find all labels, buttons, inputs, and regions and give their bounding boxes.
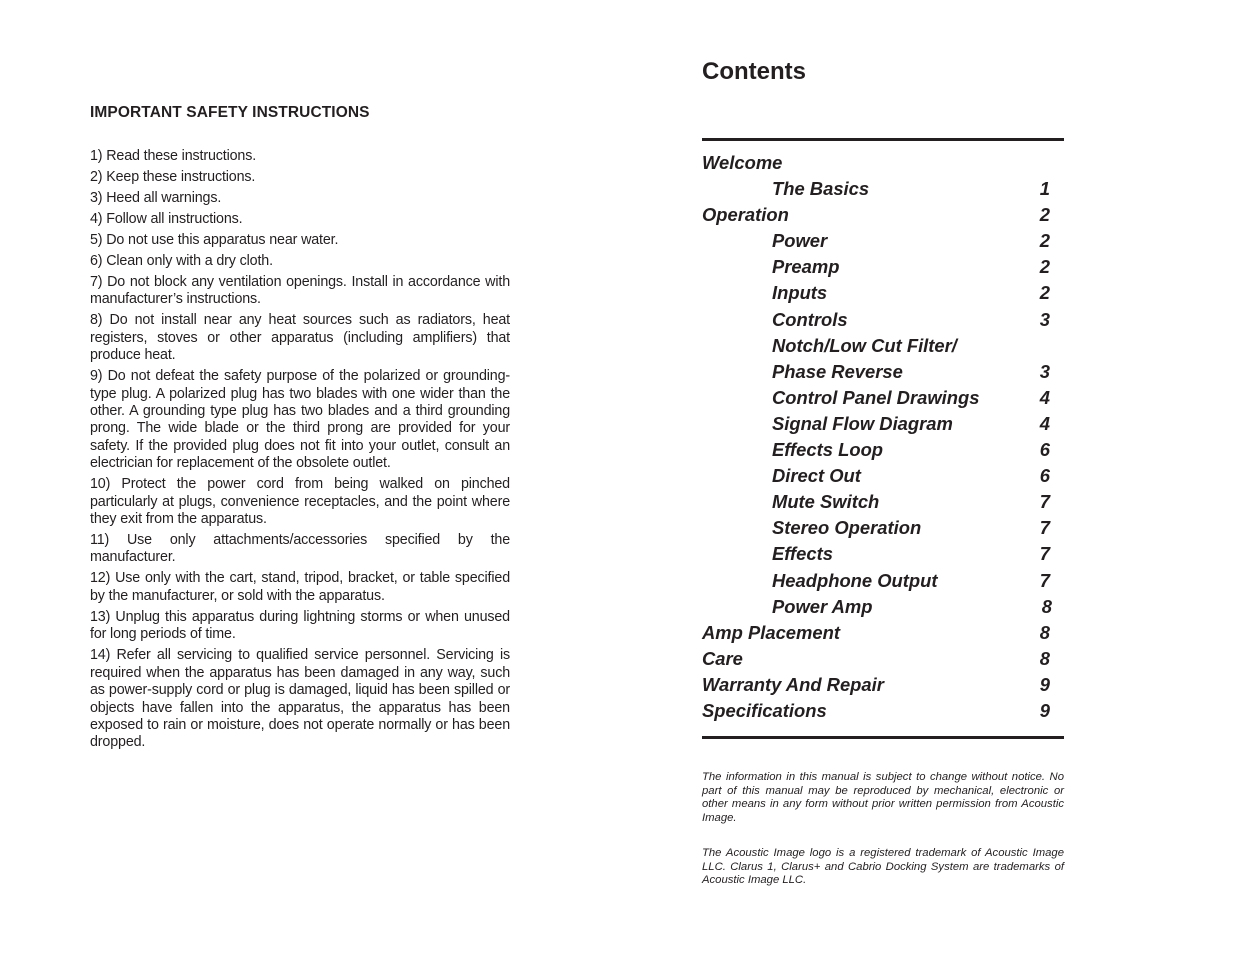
toc-label: Power Amp [772,595,873,617]
toc-entry [702,489,1064,515]
contents-title: Contents [702,58,806,85]
toc-page: 2 [1039,230,1050,252]
safety-item: 13) Unplug this apparatus during lightning storms or when unused for long periods of time. [90,608,510,643]
toc-label: Headphone Output [772,569,938,591]
table-of-contents [702,150,1064,724]
toc-entry [702,176,1064,202]
toc-entry [702,307,1064,333]
toc-label: Controls [772,308,848,330]
toc-entry [702,672,1064,698]
toc-label: Mute Switch [772,491,880,513]
toc-entry [702,620,1064,646]
toc-entry [702,385,1064,411]
toc-label: The Basics [772,178,870,200]
toc-page: 7 [1039,569,1050,591]
safety-title: IMPORTANT SAFETY INSTRUCTIONS [90,104,370,121]
change-notice: The information in this manual is subject to change without notice. No part of this manual may be reproduced by mechanical, electronic or other means in any form without prior written permission from Acoustic Image. [702,771,1064,824]
toc-entry [702,202,1064,228]
toc-entry [702,228,1064,254]
toc-entry [702,254,1064,280]
toc-label: Notch/Low Cut Filter/ [772,334,957,356]
contents-top-rule [702,138,1064,141]
safety-item: 7) Do not block any ventilation openings. Install in accordance with manufacturer’s instructions. [90,274,510,308]
toc-label: Specifications [702,699,827,721]
toc-label: Stereo Operation [772,517,922,539]
toc-page: 4 [1039,412,1050,434]
toc-page: 7 [1039,491,1050,513]
toc-page: 8 [1041,595,1052,617]
toc-page: 9 [1039,699,1050,721]
toc-label: Warranty And Repair [702,673,884,695]
toc-label: Signal Flow Diagram [772,412,953,434]
toc-page: 7 [1039,543,1050,565]
toc-entry [702,280,1064,306]
toc-label: Phase Reverse [772,360,903,382]
safety-item: 8) Do not install near any heat sources such as radiators, heat registers, stoves or other apparatus (including amplifiers) that produce heat. [90,312,510,364]
toc-page: 4 [1039,386,1050,408]
toc-entry [702,150,1064,176]
contents-page [702,0,1064,954]
safety-instructions [90,104,510,755]
safety-item: 2) Keep these instructions. [90,169,256,185]
toc-entry [702,359,1064,385]
toc-label: Welcome [702,152,783,173]
safety-item: 11) Use only attachments/accessories specified by the manufacturer. [90,532,510,566]
toc-page: 9 [1039,673,1050,695]
toc-label: Power [772,230,828,252]
toc-page: 7 [1039,517,1050,539]
toc-page: 8 [1039,647,1050,669]
toc-entry [702,594,1064,620]
toc-label: Control Panel Drawings [772,386,980,408]
toc-page: 2 [1039,256,1050,278]
trademark-notice: The Acoustic Image logo is a registered trademark of Acoustic Image LLC. Clarus 1, Clarus+ and Cabrio Docking System are trademarks of Acoustic Image LLC. [702,847,1064,887]
toc-entry [702,515,1064,541]
toc-label: Effects Loop [772,439,884,461]
toc-entry [702,411,1064,437]
toc-label: Effects [772,543,833,565]
safety-item: 9) Do not defeat the safety purpose of the polarized or grounding-type plug. A polarized plug has two blades with one wider than the other. A grounding type plug has two blades and a third grounding prong. The wide blade or the third prong are provided for your safety. If the provided plug does not fit into your outlet, consult an electrician for replacement of the obsolete outlet. [90,368,510,472]
safety-item: 4) Follow all instructions. [90,211,243,227]
toc-label: Preamp [772,256,840,278]
contents-bottom-rule [702,736,1064,739]
toc-page: 1 [1039,178,1050,200]
toc-label: Amp Placement [702,621,840,643]
safety-item: 1) Read these instructions. [90,148,257,164]
toc-entry [702,698,1064,724]
safety-item: 12) Use only with the cart, stand, tripod, bracket, or table specified by the manufacturer, or sold with the apparatus. [90,570,510,604]
toc-page: 2 [1039,204,1050,226]
toc-entry [702,463,1064,489]
safety-item: 5) Do not use this apparatus near water. [90,232,339,248]
toc-label: Operation [702,204,789,226]
toc-page: 3 [1039,360,1050,382]
toc-page: 3 [1039,308,1050,330]
toc-page: 6 [1039,439,1050,461]
toc-page: 6 [1039,465,1050,487]
toc-entry [702,333,1064,359]
toc-entry [702,568,1064,594]
toc-page: 2 [1039,282,1050,304]
toc-label: Care [702,647,743,669]
safety-item: 10) Protect the power cord from being walked on pinched particularly at plugs, convenience receptacles, and the point where they exit from the apparatus. [90,476,510,528]
safety-item: 6) Clean only with a dry cloth. [90,253,273,269]
toc-entry [702,437,1064,463]
toc-label: Direct Out [772,465,861,487]
toc-entry [702,646,1064,672]
toc-entry [702,541,1064,567]
toc-label: Inputs [772,282,828,304]
safety-item: 14) Refer all servicing to qualified service personnel. Servicing is required when the apparatus has been damaged in any way, such as power-supply cord or plug is damaged, liquid has been spilled or objects have fallen into the apparatus, the apparatus has been exposed to rain or moisture, does not operate normally or has been dropped. [90,647,510,751]
safety-item: 3) Heed all warnings. [90,190,222,206]
toc-page: 8 [1039,621,1050,643]
